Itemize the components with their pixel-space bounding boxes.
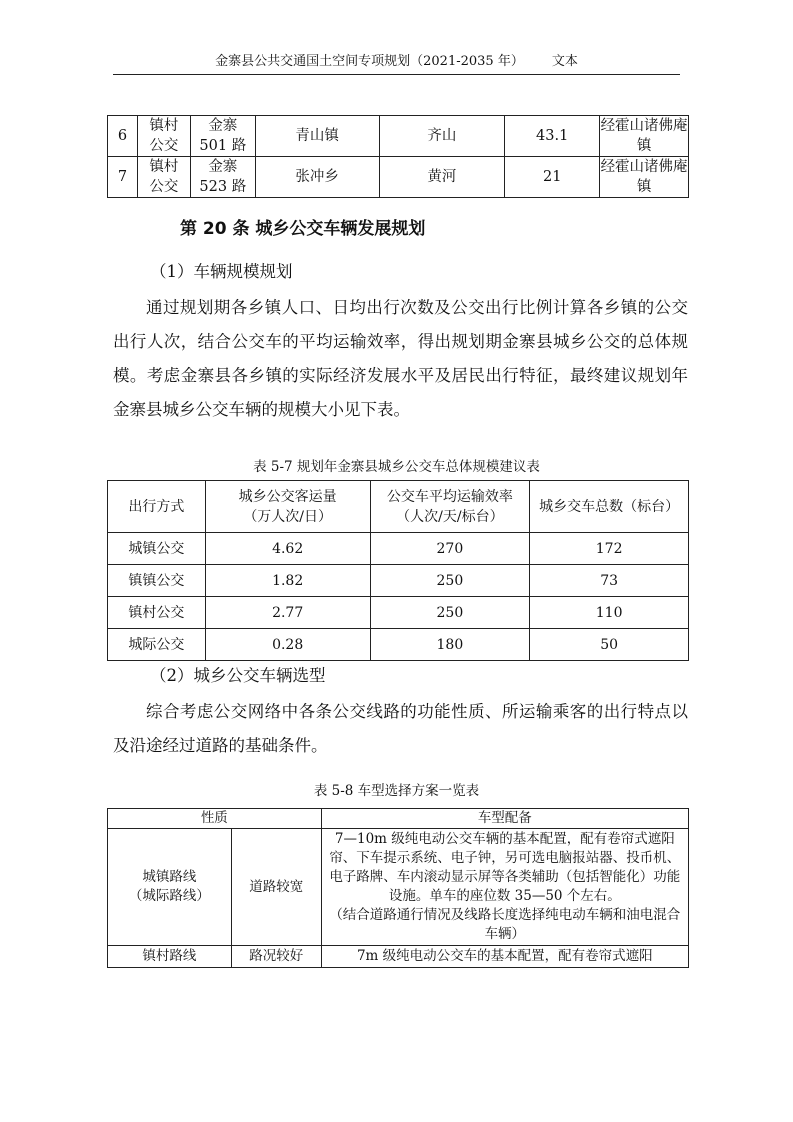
table57-caption: 表 5-7 规划年金寨县城乡公交车总体规模建议表 bbox=[253, 459, 540, 475]
route-type: 镇村 公交 bbox=[137, 157, 190, 198]
cell-mode: 城镇公交 bbox=[108, 533, 206, 565]
cell-efficiency: 250 bbox=[370, 597, 530, 629]
section1-paragraph: 通过规划期各乡镇人口、日均出行次数及公交出行比例计算各乡镇的公交出行人次，结合公交车的平均运输效率，得出规划期金寨县城乡公交的总体规模。考虑金寨县各乡镇的实际经济发展水平及居民出行特征，最终建议规划年金寨县城乡公交车辆的规模大小见下表。 bbox=[113, 298, 688, 419]
cell-total: 172 bbox=[530, 533, 689, 565]
cell-total: 110 bbox=[530, 597, 689, 629]
route-type: 镇村 公交 bbox=[137, 116, 190, 157]
route-via: 经霍山诸佛庵 镇 bbox=[600, 157, 689, 198]
section2-heading: （2）城乡公交车辆选型 bbox=[150, 666, 326, 685]
cell-vehicle-config: 7—10m 级纯电动公交车辆的基本配置，配有卷帘式遮阳帘、下车提示系统、电子钟，另可选电脑报站器、投币机、电子路牌、车内滚动显示屏等各类辅助（包括智能化）功能设施。单车的座位数 35—50 个左右。 （结合道路通行情况及线路长度选择纯电动车辆和油电混合车辆） bbox=[321, 829, 688, 946]
route-length: 43.1 bbox=[505, 116, 600, 157]
cell-efficiency: 270 bbox=[370, 533, 530, 565]
table-row bbox=[108, 829, 689, 946]
cell-road-condition: 路况较好 bbox=[231, 946, 321, 968]
route-no: 7 bbox=[108, 157, 138, 198]
cell-efficiency: 180 bbox=[370, 629, 530, 661]
cell-volume: 2.77 bbox=[205, 597, 370, 629]
scale-table bbox=[107, 480, 689, 661]
route-start: 青山镇 bbox=[255, 116, 379, 157]
header-volume: 城乡公交客运量 （万人次/日） bbox=[205, 481, 370, 533]
route-line: 金寨 501 路 bbox=[190, 116, 255, 157]
cell-vehicle-config: 7m 级纯电动公交车的基本配置，配有卷帘式遮阳 bbox=[321, 946, 688, 968]
route-table bbox=[107, 115, 689, 198]
cell-road-condition: 道路较宽 bbox=[231, 829, 321, 946]
route-via: 经霍山诸佛庵 镇 bbox=[600, 116, 689, 157]
table-row bbox=[108, 157, 689, 198]
header-total: 城乡交车总数（标台） bbox=[530, 481, 689, 533]
cell-route-type: 城镇路线 （城际路线） bbox=[108, 829, 232, 946]
article-title: 第 20 条 城乡公交车辆发展规划 bbox=[180, 219, 426, 239]
cell-mode: 城际公交 bbox=[108, 629, 206, 661]
route-length: 21 bbox=[505, 157, 600, 198]
section2-paragraph: 综合考虑公交网络中各条公交线路的功能性质、所运输乘客的出行特点以及沿途经过道路的基础条件。 bbox=[113, 702, 688, 755]
table58-caption: 表 5-8 车型选择方案一览表 bbox=[313, 783, 480, 799]
cell-mode: 镇镇公交 bbox=[108, 565, 206, 597]
table-row bbox=[108, 946, 689, 968]
route-no: 6 bbox=[108, 116, 138, 157]
table-row bbox=[108, 565, 689, 597]
table-row bbox=[108, 533, 689, 565]
cell-volume: 0.28 bbox=[205, 629, 370, 661]
vehicle-type-table bbox=[107, 808, 689, 968]
cell-mode: 镇村公交 bbox=[108, 597, 206, 629]
cell-volume: 1.82 bbox=[205, 565, 370, 597]
cell-total: 73 bbox=[530, 565, 689, 597]
table-header-row bbox=[108, 809, 689, 829]
table-row bbox=[108, 116, 689, 157]
cell-total: 50 bbox=[530, 629, 689, 661]
route-end: 齐山 bbox=[379, 116, 505, 157]
route-start: 张冲乡 bbox=[255, 157, 379, 198]
header-nature: 性质 bbox=[108, 809, 322, 829]
page-header bbox=[113, 52, 680, 75]
table-row bbox=[108, 597, 689, 629]
route-line: 金寨 523 路 bbox=[190, 157, 255, 198]
header-mode: 出行方式 bbox=[108, 481, 206, 533]
header-title: 金寨县公共交通国土空间专项规划（2021-2035 年） bbox=[215, 54, 524, 69]
header-config: 车型配备 bbox=[321, 809, 688, 829]
table-header-row bbox=[108, 481, 689, 533]
cell-route-type: 镇村路线 bbox=[108, 946, 232, 968]
section1-heading: （1）车辆规模规划 bbox=[150, 262, 293, 281]
cell-efficiency: 250 bbox=[370, 565, 530, 597]
header-efficiency: 公交车平均运输效率 （人次/天/标台） bbox=[370, 481, 530, 533]
header-doc-type: 文本 bbox=[551, 54, 578, 69]
table-row bbox=[108, 629, 689, 661]
route-end: 黄河 bbox=[379, 157, 505, 198]
cell-volume: 4.62 bbox=[205, 533, 370, 565]
